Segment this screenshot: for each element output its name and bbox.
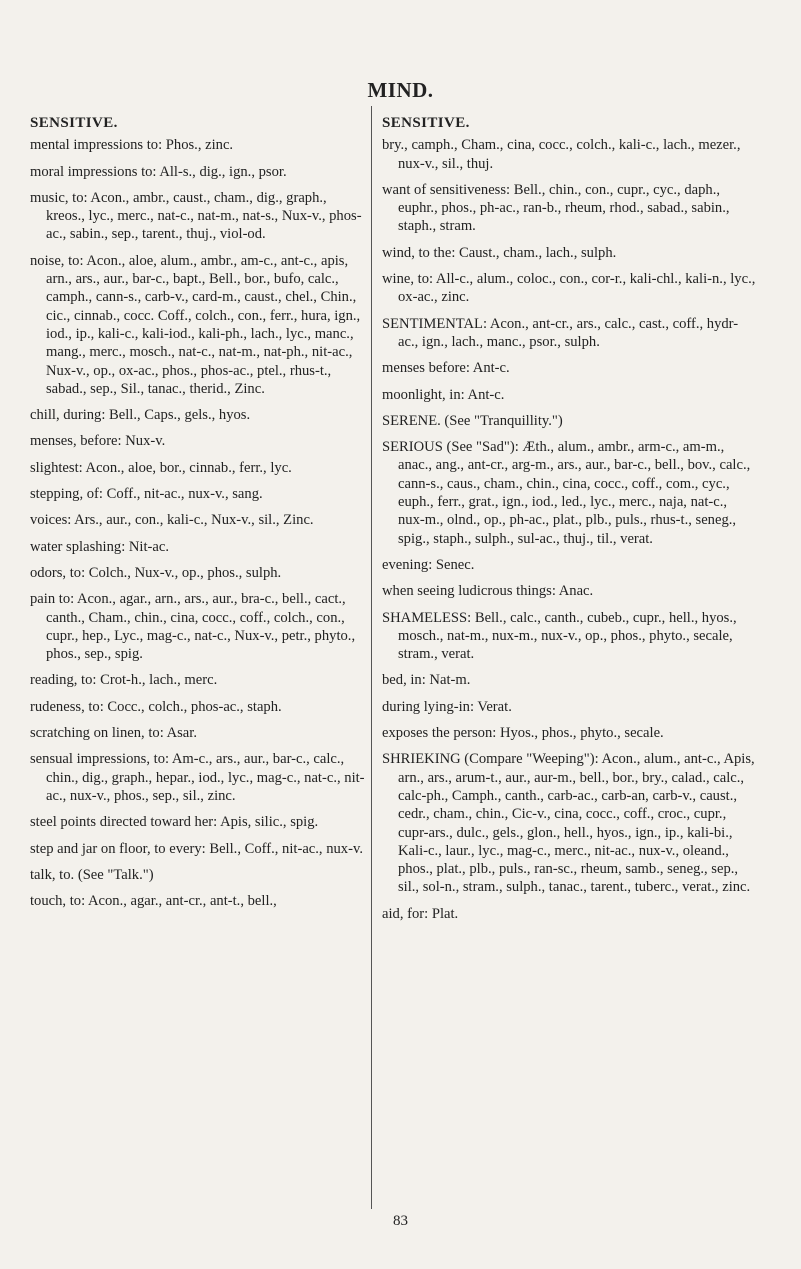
repertory-entry: mental impressions to: Phos., zinc.: [30, 137, 234, 154]
repertory-entry: chill, during: Bell., Caps., gels., hyos.: [30, 407, 251, 424]
repertory-entry: during lying-in: Verat.: [382, 698, 512, 715]
repertory-entry: step and jar on floor, to every: Bell., Coff., nit-ac., nux-v.: [30, 840, 363, 857]
repertory-entry: odors, to: Colch., Nux-v., op., phos., sulph.: [30, 564, 282, 581]
repertory-entry: moral impressions to: All-s., dig., ign., psor.: [30, 163, 287, 180]
repertory-entry: stepping, of: Coff., nit-ac., nux-v., sang.: [30, 486, 263, 503]
repertory-entry: scratching on linen, to: Asar.: [30, 725, 197, 742]
repertory-entry: slightest: Acon., aloe, bor., cinnab., ferr., lyc.: [30, 459, 292, 476]
left-entries: [30, 136, 365, 910]
repertory-entry: pain to: Acon., agar., arn., ars., aur., bra-c., bell., cact., canth., Cham., chin., cina, cocc., coff., colch., con., cupr., hep., Lyc., mag-c., nat-c., Nux-v., petr., phyto., phos., sep., spig.: [30, 591, 356, 663]
repertory-entry: SHAMELESS: Bell., calc., canth., cubeb., cupr., hell., hyos., mosch., nat-m., nux-m., nux-v., op., phos., phyto., secale, stram., verat.: [382, 609, 737, 663]
repertory-entry: SERIOUS (See "Sad"): Æth., alum., ambr., arm-c., am-m., anac., ang., ant-cr., arg-m., ars., aur., bar-c., bell., bov., calc., cann-s., caus., cham., chin., cina, cocc., coff., com., cyc., euph., ferr., grat., ign., iod., led., lyc., merc., naja, nat-c., nux-m., olnd., op., ph-ac., plat., plb., puls., rhus-t., seneg., spig., staph., sulph., sul-ac., thuj., til., verat.: [382, 439, 751, 547]
repertory-entry: SENTIMENTAL: Acon., ant-cr., ars., calc., cast., coff., hydr-ac., ign., lach., manc., psor., sulph.: [382, 315, 739, 350]
repertory-entry: SERENE. (See "Tranquillity."): [382, 412, 563, 429]
repertory-entry: noise, to: Acon., aloe, alum., ambr., am-c., ant-c., apis, arn., ars., aur., bar-c., bapt., Bell., bor., bufo, calc., camph., cann-s., carb-v., card-m., caust., chel., Chin., cic., cinnab., cocc. Coff., colch., con., ferr., hura, ign., iod., ip., kali-c., kali-iod., kali-ph., lach., lyc., manc., mang., merc., mosch., nat-c., nat-m., nat-ph., nit-ac., Nux-v., op., ox-ac., phos., phos-ac., ptel., rhus-t., sabad., sep., Sil., tanac., therid., Zinc.: [30, 252, 361, 397]
right-entries: [382, 136, 757, 923]
repertory-entry: wind, to the: Caust., cham., lach., sulph.: [382, 244, 617, 261]
repertory-entry: water splashing: Nit-ac.: [30, 538, 170, 555]
repertory-entry: wine, to: All-c., alum., coloc., con., cor-r., kali-chl., kali-n., lyc., ox-ac., zinc.: [382, 271, 756, 306]
right-column: [382, 112, 757, 931]
section-heading: SENSITIVE.: [382, 115, 470, 131]
repertory-entry: steel points directed toward her: Apis, silic., spig.: [30, 814, 319, 831]
repertory-entry: menses, before: Nux-v.: [30, 433, 166, 450]
repertory-entry: sensual impressions, to: Am-c., ars., aur., bar-c., calc., chin., dig., graph., hepar., iod., lyc., mag-c., nat-c., nit-ac., nux-v., phos., sep., sil., zinc.: [30, 751, 365, 804]
repertory-entry: aid, for: Plat.: [382, 905, 459, 922]
section-heading: SENSITIVE.: [30, 115, 118, 131]
repertory-entry: bed, in: Nat-m.: [382, 672, 471, 689]
repertory-entry: when seeing ludicrous things: Anac.: [382, 583, 594, 600]
repertory-entry: voices: Ars., aur., con., kali-c., Nux-v., sil., Zinc.: [30, 512, 314, 529]
running-head: MIND.: [367, 78, 434, 102]
repertory-entry: evening: Senec.: [382, 556, 475, 573]
repertory-entry: talk, to. (See "Talk."): [30, 866, 154, 883]
repertory-entry: SHRIEKING (Compare "Weeping"): Acon., alum., ant-c., Apis, arn., ars., arum-t., aur., aur-m., bell., bor., bry., calad., calc., calc-ph., Camph., canth., carb-ac., carb-an, carb-v., caust., cedr., cham., chin., Cic-v., cina, cocc., coff., croc., cupr., cupr-ars., dulc., gels., glon., hell., hyos., ign., ip., kali-bi., Kali-c., laur., lyc., mag-c., merc., nit-ac., nux-v., oleand., phos., plat., plb., puls., ran-sc., rheum, samb., seneg., sep., sil., sol-n., stram., sulph., tanac., tarent., tuberc., verat., zinc.: [382, 751, 755, 896]
repertory-entry: music, to: Acon., ambr., caust., cham., dig., graph., kreos., lyc., merc., nat-c., nat-m., nat-s., Nux-v., phos-ac., sabin., sep., tarent., thuj., viol-od.: [30, 189, 362, 243]
repertory-entry: rudeness, to: Cocc., colch., phos-ac., staph.: [30, 698, 282, 715]
repertory-entry: reading, to: Crot-h., lach., merc.: [30, 672, 218, 689]
repertory-entry: moonlight, in: Ant-c.: [382, 386, 505, 403]
repertory-entry: want of sensitiveness: Bell., chin., con., cupr., cyc., daph., euphr., phos., ph-ac., ran-b., rheum, rhod., sabad., sabin., staph., stram.: [382, 181, 730, 235]
page-number: 83: [393, 1213, 408, 1229]
repertory-entry: menses before: Ant-c.: [382, 360, 510, 377]
repertory-entry: touch, to: Acon., agar., ant-cr., ant-t., bell.,: [30, 893, 277, 910]
repertory-entry: bry., camph., Cham., cina, cocc., colch., kali-c., lach., mezer., nux-v., sil., thuj.: [382, 137, 741, 172]
left-column: [30, 112, 365, 918]
column-divider: [371, 106, 372, 1209]
repertory-entry: exposes the person: Hyos., phos., phyto., secale.: [382, 725, 664, 742]
